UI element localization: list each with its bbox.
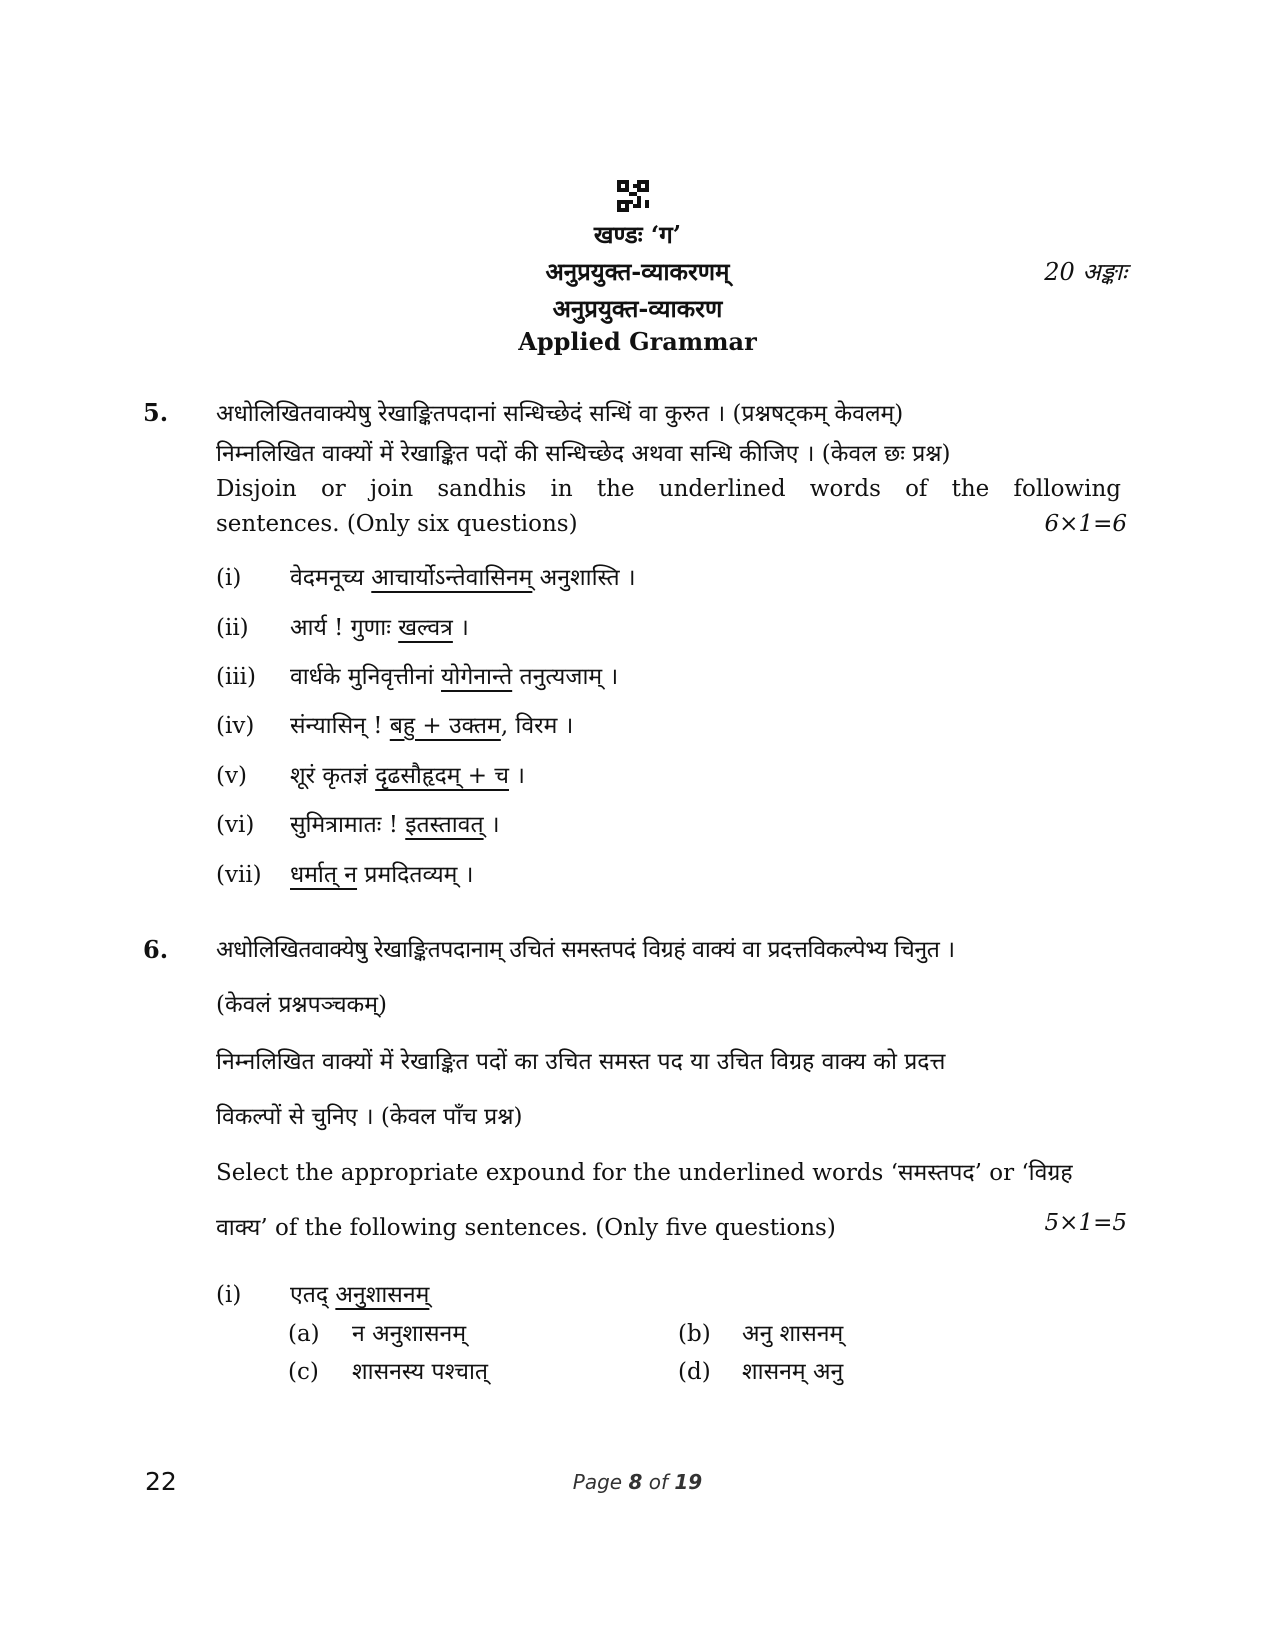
option-label: (a) [288, 1321, 320, 1347]
q5-item-iii [216, 659, 618, 691]
underlined-word: अनुशासनम् [335, 1282, 430, 1308]
item-number: (vi) [216, 812, 255, 838]
item-number: (v) [216, 763, 247, 789]
question-6-instruction-sanskrit-2: (केवलं प्रश्नपञ्चकम्) [216, 992, 387, 1018]
option-b [678, 1316, 843, 1348]
question-5-instruction-sanskrit: अधोलिखितवाक्येषु रेखाङ्कितपदानां सन्धिच्छेदं सन्धिं वा कुरुत । (प्रश्नषट्कम् केवलम्) [216, 401, 904, 427]
paper-code: 22 [145, 1467, 177, 1496]
section-heading: खण्डः ‘ग’ [593, 220, 682, 249]
option-text: शासनस्य पश्चात् [352, 1359, 489, 1385]
q5-item-vi [216, 807, 500, 839]
question-5-number: 5. [143, 398, 169, 427]
underlined-word: खल्वत्र [398, 615, 453, 641]
option-d [678, 1354, 843, 1386]
item-number: (ii) [216, 615, 249, 641]
item-text: । [483, 812, 500, 838]
item-number: (vii) [216, 862, 262, 888]
item-text: अनुशास्ति । [532, 565, 636, 591]
page-prefix: Page [572, 1470, 629, 1494]
question-6-instruction-english-2: वाक्य’ of the following sentences. (Only five questions) [216, 1215, 836, 1241]
page-current: 8 [628, 1470, 643, 1494]
item-text: वेदमनूच्य [290, 565, 372, 591]
q5-item-i [216, 560, 636, 592]
question-6-instruction-hindi: निम्नलिखित वाक्यों में रेखाङ्कित पदों का उचित समस्त पद या उचित विग्रह वाक्य को प्रदत्त [216, 1049, 946, 1075]
underlined-word: इतस्तावत् [405, 812, 484, 838]
question-6-instruction-english: Select the appropriate expound for the underlined words ‘समस्तपद’ or ‘विग्रह [216, 1160, 1073, 1186]
item-number: (i) [216, 565, 242, 591]
item-number: (iii) [216, 664, 257, 690]
item-text: तनुत्यजाम् । [512, 664, 619, 690]
item-text: आर्य ! गुणाः [290, 615, 399, 641]
question-5-marks: 6×1=6 [1044, 511, 1127, 537]
underlined-word: आचार्योऽन्तेवासिनम् [371, 565, 533, 591]
option-c [288, 1354, 488, 1386]
q6-item-i [216, 1277, 429, 1309]
item-text: संन्यासिन् ! [290, 713, 390, 739]
option-label: (d) [678, 1359, 711, 1385]
page-total: 19 [674, 1470, 703, 1494]
item-text: प्रमदितव्यम् । [357, 862, 474, 888]
option-text: न अनुशासनम् [352, 1321, 467, 1347]
item-number: (i) [216, 1282, 242, 1308]
q5-item-v [216, 758, 525, 790]
title-sanskrit: अनुप्रयुक्त-व्याकरणम् [545, 257, 730, 286]
item-text: एतद् [290, 1282, 336, 1308]
underlined-word: दृढसौहृदम् + च [375, 763, 509, 789]
underlined-word: धर्मात् न [290, 862, 358, 888]
item-text: , विरम । [500, 713, 574, 739]
option-label: (b) [678, 1321, 711, 1347]
qr-code-icon [617, 180, 649, 212]
option-label: (c) [288, 1359, 319, 1385]
q5-item-vii [216, 857, 473, 889]
question-6-instruction-hindi-2: विकल्पों से चुनिए । (केवल पाँच प्रश्न) [216, 1104, 523, 1130]
question-5-instruction-hindi: निम्नलिखित वाक्यों में रेखाङ्कित पदों की सन्धिच्छेद अथवा सन्धि कीजिए । (केवल छः प्रश्न) [216, 441, 951, 467]
page-number [0, 1470, 1275, 1494]
title-hindi: अनुप्रयुक्त-व्याकरण [552, 294, 723, 323]
item-text: । [508, 763, 526, 789]
option-a [288, 1316, 466, 1348]
question-6-instruction-sanskrit: अधोलिखितवाक्येषु रेखाङ्कितपदानाम् उचितं समस्तपदं विग्रहं वाक्यं वा प्रदत्तविकल्पेभ्य चिनुत । [216, 937, 955, 963]
section-marks: 20 अङ्काः [1044, 258, 1127, 286]
question-5-instruction-english: Disjoin or join sandhis in the underlined words of the following [216, 476, 1121, 502]
title-english: Applied Grammar [518, 327, 757, 356]
question-5-instruction-english-2: sentences. (Only six questions) [216, 511, 578, 537]
item-number: (iv) [216, 713, 255, 739]
item-text: । [452, 615, 469, 641]
q5-item-iv [216, 708, 573, 740]
underlined-word: बहु + उक्तम [389, 713, 501, 739]
option-text: अनु शासनम् [742, 1321, 844, 1347]
option-text: शासनम् अनु [742, 1359, 844, 1385]
question-6-number: 6. [143, 935, 169, 964]
question-6-marks: 5×1=5 [1044, 1210, 1127, 1236]
q5-item-ii [216, 610, 469, 642]
underlined-word: योगेनान्ते [441, 664, 513, 690]
item-text: वार्धके मुनिवृत्तीनां [290, 664, 442, 690]
item-text: सुमित्रामातः ! [290, 812, 406, 838]
page-mid: of [642, 1470, 675, 1494]
item-text: शूरं कृतज्ञं [290, 763, 376, 789]
